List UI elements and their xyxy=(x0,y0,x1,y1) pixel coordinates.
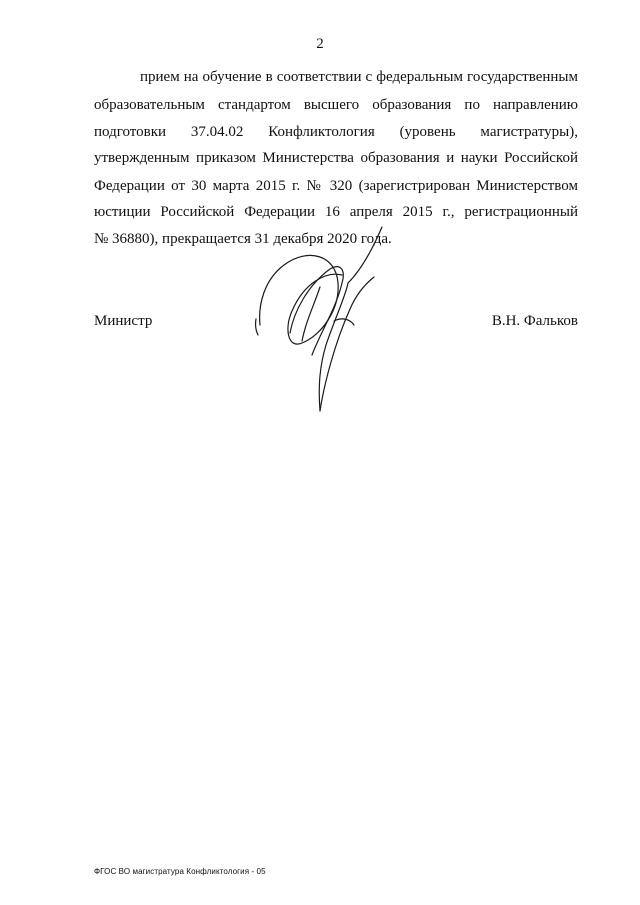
body-line: юстиции Российской Федерации 16 апреля 2015 г., регистрационный xyxy=(94,204,578,220)
body-line: Федерации от 30 марта 2015 г. № 320 (зарегистрирован Министерством xyxy=(94,178,578,194)
footer-note: ФГОС ВО магистратура Конфликтология - 05 xyxy=(94,867,266,876)
page-number: 2 xyxy=(316,36,324,52)
body-line: № 36880), прекращается 31 декабря 2020 года. xyxy=(94,231,392,247)
body-line: утвержденным приказом Министерства образования и науки Российской xyxy=(94,150,578,166)
signatory-name: В.Н. Фальков xyxy=(491,313,578,329)
signatory-position: Министр xyxy=(94,313,153,329)
body-line: образовательным стандартом высшего образования по направлению xyxy=(94,97,578,113)
body-line: подготовки 37.04.02 Конфликтология (уровень магистратуры), xyxy=(94,124,578,140)
body-line: прием на обучение в соответствии с федеральным государственным xyxy=(140,69,578,85)
handwritten-signature xyxy=(250,225,390,415)
